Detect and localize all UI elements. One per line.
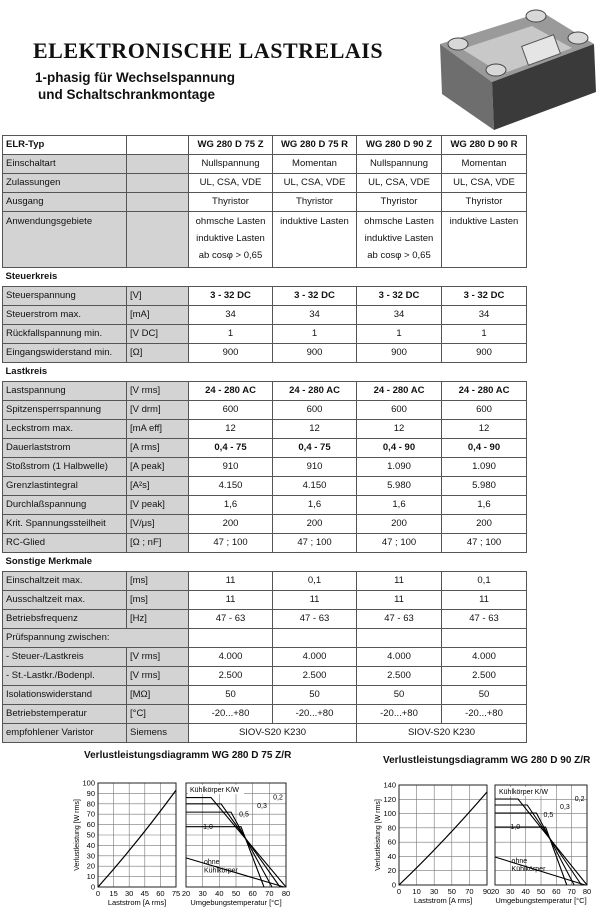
cell-value: Thyristor	[273, 193, 357, 212]
spec-row	[3, 515, 527, 534]
cell-value: 11	[189, 591, 273, 610]
row-unit: [V rms]	[127, 667, 189, 686]
row-label: Grenzlastintegral	[3, 477, 127, 496]
col-header-model: WG 280 D 75 Z	[189, 136, 273, 155]
cell-value: 47 - 63	[357, 610, 442, 629]
cell-value: 900	[357, 344, 442, 363]
chart-right-title: Verlustleistungsdiagramm WG 280 D 90 Z/R	[383, 755, 591, 766]
cell-value: Momentan	[273, 155, 357, 174]
y-tick-label: 100	[383, 809, 396, 819]
cell-value: 1,6	[442, 496, 527, 515]
curve-label: 0,2	[574, 796, 585, 803]
cell-value: 1	[442, 325, 527, 344]
spec-row	[3, 325, 527, 344]
cell-value: 0,1	[442, 572, 527, 591]
cell-value: Thyristor	[442, 193, 527, 212]
cell-value: -20...+80	[273, 705, 357, 724]
cell-empty	[357, 629, 442, 648]
subtitle-line-1: 1-phasig für Wechselspannung	[35, 70, 236, 85]
cell-value	[189, 212, 273, 268]
row-unit: [V peak]	[127, 496, 189, 515]
spec-row	[3, 344, 527, 363]
page-header	[0, 0, 602, 136]
spec-row	[3, 155, 527, 174]
row-label: Ausgang	[3, 193, 127, 212]
x-tick-label: 70	[265, 889, 274, 898]
x-tick-label: 50	[447, 887, 456, 896]
x-axis-label: Umgebungstemperatur [°C]	[190, 898, 282, 907]
cell-value: 1.090	[357, 458, 442, 477]
x-tick-label: 40	[215, 889, 224, 898]
cell-value: 0,4 - 90	[442, 439, 527, 458]
x-tick-label: 0	[396, 887, 402, 896]
legend-label: Kühlkörper K/W	[190, 787, 240, 794]
col-header-unit	[127, 136, 189, 155]
curve-label: 0,5	[543, 812, 554, 819]
cell-value: 5.980	[442, 477, 527, 496]
cell-value: 4.000	[442, 648, 527, 667]
spec-row	[3, 667, 527, 686]
cell-value: UL, CSA, VDE	[189, 174, 273, 193]
row-unit: [mA]	[127, 306, 189, 325]
row-unit	[127, 155, 189, 174]
y-tick-label: 140	[383, 780, 396, 790]
application-line: induktive Lasten	[364, 233, 434, 244]
row-label: Isolationswiderstand	[3, 686, 127, 705]
cell-value: 1,6	[357, 496, 442, 515]
cell-value: -20...+80	[189, 705, 273, 724]
spec-row	[3, 174, 527, 193]
cell-value: 47 - 63	[273, 610, 357, 629]
y-axis-label: Verlustleistung [W rms]	[375, 799, 382, 871]
application-line: induktive Lasten	[196, 233, 265, 244]
row-unit: [Ω]	[127, 344, 189, 363]
cell-value: 5.980	[357, 477, 442, 496]
y-axis-label: Verlustleistung [W rms]	[74, 799, 81, 871]
cell-value: UL, CSA, VDE	[273, 174, 357, 193]
cell-value: 11	[189, 572, 273, 591]
spec-row	[3, 382, 527, 401]
curve-label: ohne	[511, 858, 528, 865]
cell-value: 24 - 280 AC	[189, 382, 273, 401]
row-label: Einschaltzeit max.	[3, 572, 127, 591]
x-tick-label: 75	[171, 889, 181, 898]
cell-value: 4.150	[189, 477, 273, 496]
y-tick-label: 120	[383, 794, 396, 804]
power-loss-curve	[399, 792, 487, 885]
curve-label: 1,0	[510, 824, 521, 831]
x-tick-label: 40	[521, 887, 530, 896]
row-unit: Siemens	[127, 724, 189, 743]
cell-value: 2.500	[357, 667, 442, 686]
section-row	[3, 363, 527, 382]
row-label: Anwendungsgebiete	[3, 212, 127, 268]
spec-row	[3, 496, 527, 515]
cell-value: UL, CSA, VDE	[357, 174, 442, 193]
curve-label: 0,2	[273, 794, 283, 802]
spec-row	[3, 306, 527, 325]
y-tick-label: 50	[86, 830, 95, 840]
cell-value: 34	[189, 306, 273, 325]
cell-value: 47 - 63	[189, 610, 273, 629]
cell-value: 3 - 32 DC	[442, 287, 527, 306]
power-loss-curve	[98, 790, 176, 887]
cell-value: Momentan	[442, 155, 527, 174]
row-label: Steuerstrom max.	[3, 306, 127, 325]
row-label: Krit. Spannungssteilheit	[3, 515, 127, 534]
x-tick-label: 15	[109, 889, 118, 898]
row-unit: [A rms]	[127, 439, 189, 458]
y-tick-label: 40	[86, 840, 95, 850]
spec-row	[3, 610, 527, 629]
row-label: Einschaltart	[3, 155, 127, 174]
row-label: Rückfallspannung min.	[3, 325, 127, 344]
row-unit: [V rms]	[127, 382, 189, 401]
legend-label: Kühlkörper K/W	[499, 789, 549, 796]
cell-value: 600	[189, 401, 273, 420]
x-tick-label: 60	[552, 887, 561, 896]
cell-value: 900	[189, 344, 273, 363]
cell-value: Thyristor	[357, 193, 442, 212]
x-tick-label: 30	[198, 889, 207, 898]
cell-empty	[442, 629, 527, 648]
cell-value: 50	[357, 686, 442, 705]
cell-value: 24 - 280 AC	[442, 382, 527, 401]
spec-row	[3, 287, 527, 306]
row-unit: [A²s]	[127, 477, 189, 496]
cell-value: 47 ; 100	[273, 534, 357, 553]
spec-row	[3, 458, 527, 477]
cell-value: 34	[273, 306, 357, 325]
row-unit: [Hz]	[127, 610, 189, 629]
cell-value: 200	[357, 515, 442, 534]
page-title: ELEKTRONISCHE LASTRELAIS	[33, 38, 384, 63]
spec-row	[3, 705, 527, 724]
spec-row	[3, 401, 527, 420]
row-label: Stoßstrom (1 Halbwelle)	[3, 458, 127, 477]
cell-value: 11	[442, 591, 527, 610]
x-tick-label: 30	[430, 887, 439, 896]
cell-value: 1	[273, 325, 357, 344]
cell-value: 900	[442, 344, 527, 363]
cell-value: 2.500	[273, 667, 357, 686]
spec-row	[3, 534, 527, 553]
row-label: Zulassungen	[3, 174, 127, 193]
cell-value: 1	[189, 325, 273, 344]
section-row	[3, 553, 527, 572]
cell-value: 2.500	[189, 667, 273, 686]
cell-value: induktive Lasten	[273, 212, 357, 268]
cell-value: 11	[357, 572, 442, 591]
spec-row	[3, 439, 527, 458]
curve-label: ohne	[204, 859, 220, 867]
cell-value: Thyristor	[189, 193, 273, 212]
spec-table	[2, 135, 527, 743]
cell-value: 910	[273, 458, 357, 477]
derating-curve	[186, 812, 272, 887]
y-tick-label: 20	[86, 861, 95, 871]
x-tick-label: 50	[536, 887, 546, 896]
cell-value: 1,6	[273, 496, 357, 515]
application-line: ab cosφ > 0,65	[198, 250, 263, 261]
row-label: - Steuer-/Lastkreis	[3, 648, 127, 667]
cell-value: 3 - 32 DC	[189, 287, 273, 306]
cell-value: UL, CSA, VDE	[442, 174, 527, 193]
x-tick-label: 80	[582, 887, 592, 896]
row-label: Steuerspannung	[3, 287, 127, 306]
cell-value: 910	[189, 458, 273, 477]
row-unit	[127, 193, 189, 212]
cell-value: 4.000	[189, 648, 273, 667]
cell-value: 600	[442, 401, 527, 420]
cell-value: 3 - 32 DC	[357, 287, 442, 306]
cell-value: 3 - 32 DC	[273, 287, 357, 306]
spec-row	[3, 724, 527, 743]
x-tick-label: 30	[506, 887, 515, 896]
row-label: Ausschaltzeit max.	[3, 591, 127, 610]
cell-empty	[189, 629, 273, 648]
row-label: Spitzensperrspannung	[3, 401, 127, 420]
cell-value: 200	[273, 515, 357, 534]
row-label: Prüfspannung zwischen:	[3, 629, 189, 648]
row-unit: [Ω ; nF]	[127, 534, 189, 553]
cell-value: 12	[357, 420, 442, 439]
y-tick-label: 70	[86, 809, 95, 819]
y-tick-label: 60	[86, 820, 95, 830]
cell-value: 200	[189, 515, 273, 534]
row-unit	[127, 174, 189, 193]
cell-value: 47 ; 100	[189, 534, 273, 553]
plot-frame	[399, 785, 487, 885]
spec-row	[3, 591, 527, 610]
chart-left	[68, 762, 294, 912]
row-label: Betriebsfrequenz	[3, 610, 127, 629]
col-header-model: WG 280 D 75 R	[273, 136, 357, 155]
y-tick-label: 90	[86, 788, 95, 798]
row-label: Dauerlaststrom	[3, 439, 127, 458]
section-title: Steuerkreis	[3, 268, 527, 287]
curve-label: 1,0	[203, 823, 213, 831]
curve-label: 0,3	[257, 802, 267, 810]
cell-value: Nullspannung	[189, 155, 273, 174]
x-tick-label: 10	[412, 887, 421, 896]
cell-value: 1.090	[442, 458, 527, 477]
x-tick-label: 70	[465, 887, 474, 896]
cell-value: SIOV-S20 K230	[189, 724, 357, 743]
row-label: - St.-Lastkr./Bodenpl.	[3, 667, 127, 686]
row-unit: [ms]	[127, 572, 189, 591]
x-axis-label: Laststrom [A rms]	[413, 896, 473, 905]
cell-value: 50	[189, 686, 273, 705]
x-axis-label: Laststrom [A rms]	[107, 898, 167, 907]
curve-label: 0,5	[239, 811, 249, 819]
row-label: RC-Glied	[3, 534, 127, 553]
y-tick-label: 60	[387, 837, 396, 847]
spec-row	[3, 212, 527, 268]
x-tick-label: 45	[140, 889, 149, 898]
cell-value: 47 - 63	[442, 610, 527, 629]
curve-label: 0,3	[560, 804, 570, 811]
cell-value: 24 - 280 AC	[357, 382, 442, 401]
row-unit: [mA eff]	[127, 420, 189, 439]
row-unit	[127, 212, 189, 268]
y-tick-label: 40	[387, 851, 396, 861]
cell-value: 50	[273, 686, 357, 705]
cell-value: 47 ; 100	[442, 534, 527, 553]
row-label: Eingangswiderstand min.	[3, 344, 127, 363]
cell-value: 11	[357, 591, 442, 610]
cell-value: 600	[273, 401, 357, 420]
row-unit: [V]	[127, 287, 189, 306]
x-tick-label: 50	[231, 889, 241, 898]
cell-value: 600	[357, 401, 442, 420]
curve-label: Kühlkörper	[204, 867, 238, 875]
row-unit: [MΩ]	[127, 686, 189, 705]
y-tick-label: 100	[82, 778, 95, 788]
cell-value: 1	[357, 325, 442, 344]
cell-value: Nullspannung	[357, 155, 442, 174]
curve-label: Kühlkörper	[511, 866, 546, 873]
cell-value: 24 - 280 AC	[273, 382, 357, 401]
cell-value: 200	[442, 515, 527, 534]
cell-value: 34	[442, 306, 527, 325]
row-label: empfohlener Varistor	[3, 724, 127, 743]
application-line: ohmsche Lasten	[364, 216, 434, 227]
cell-value	[357, 212, 442, 268]
row-unit: [V/μs]	[127, 515, 189, 534]
row-unit: [°C]	[127, 705, 189, 724]
row-unit: [V DC]	[127, 325, 189, 344]
col-header-model: WG 280 D 90 R	[442, 136, 527, 155]
subtitle-line-2: und Schaltschrankmontage	[38, 87, 216, 102]
cell-value: 1,6	[189, 496, 273, 515]
section-row	[3, 268, 527, 287]
row-label: Durchlaßspannung	[3, 496, 127, 515]
x-tick-label: 20	[181, 889, 191, 898]
cell-value: 0,1	[273, 572, 357, 591]
col-header-model: WG 280 D 90 Z	[357, 136, 442, 155]
x-tick-label: 80	[281, 889, 291, 898]
spec-row	[3, 648, 527, 667]
row-unit: [V rms]	[127, 648, 189, 667]
cell-value: 11	[273, 591, 357, 610]
cell-value: induktive Lasten	[442, 212, 527, 268]
spec-row	[3, 193, 527, 212]
section-title: Lastkreis	[3, 363, 527, 382]
row-label: Betriebstemperatur	[3, 705, 127, 724]
cell-value: SIOV-S20 K230	[357, 724, 527, 743]
row-unit: [A peak]	[127, 458, 189, 477]
cell-value: 2.500	[442, 667, 527, 686]
application-line: ab cosφ > 0,65	[367, 250, 431, 261]
relay-product-image	[432, 4, 598, 134]
cell-value: 4.000	[357, 648, 442, 667]
cell-value: 12	[189, 420, 273, 439]
row-label: Leckstrom max.	[3, 420, 127, 439]
cell-value: 0,4 - 90	[357, 439, 442, 458]
spec-row	[3, 477, 527, 496]
y-tick-label: 0	[391, 880, 396, 890]
y-tick-label: 20	[387, 866, 396, 876]
y-tick-label: 0	[90, 882, 95, 892]
x-tick-label: 60	[156, 889, 165, 898]
x-tick-label: 30	[125, 889, 134, 898]
cell-value: 4.000	[273, 648, 357, 667]
section-title: Sonstige Merkmale	[3, 553, 527, 572]
y-tick-label: 80	[387, 823, 396, 833]
x-tick-label: 90	[482, 887, 492, 896]
spec-row	[3, 420, 527, 439]
cell-value: 12	[442, 420, 527, 439]
row-unit: [V drm]	[127, 401, 189, 420]
y-tick-label: 10	[86, 872, 95, 882]
cell-empty	[273, 629, 357, 648]
cell-value: 50	[442, 686, 527, 705]
cell-value: 0,4 - 75	[189, 439, 273, 458]
cell-value: 12	[273, 420, 357, 439]
y-tick-label: 30	[86, 851, 95, 861]
cell-value: 47 ; 100	[357, 534, 442, 553]
cell-value: 0,4 - 75	[273, 439, 357, 458]
x-tick-label: 60	[248, 889, 257, 898]
x-tick-label: 0	[95, 889, 101, 898]
table-header-row	[3, 136, 527, 155]
x-tick-label: 70	[567, 887, 576, 896]
cell-value: -20...+80	[442, 705, 527, 724]
y-tick-label: 80	[86, 799, 95, 809]
cell-value: 900	[273, 344, 357, 363]
spec-row	[3, 686, 527, 705]
chart-left-title: Verlustleistungsdiagramm WG 280 D 75 Z/R	[84, 750, 292, 761]
x-tick-label: 20	[490, 887, 500, 896]
x-axis-label: Umgebungstemperatur [°C]	[495, 896, 587, 905]
cell-value: 4.150	[273, 477, 357, 496]
row-unit: [ms]	[127, 591, 189, 610]
spec-row	[3, 572, 527, 591]
spec-row	[3, 629, 527, 648]
col-header-type: ELR-Typ	[3, 136, 127, 155]
chart-right	[365, 767, 597, 913]
cell-value: 34	[357, 306, 442, 325]
cell-value: -20...+80	[357, 705, 442, 724]
application-line: ohmsche Lasten	[195, 216, 266, 227]
row-label: Lastspannung	[3, 382, 127, 401]
